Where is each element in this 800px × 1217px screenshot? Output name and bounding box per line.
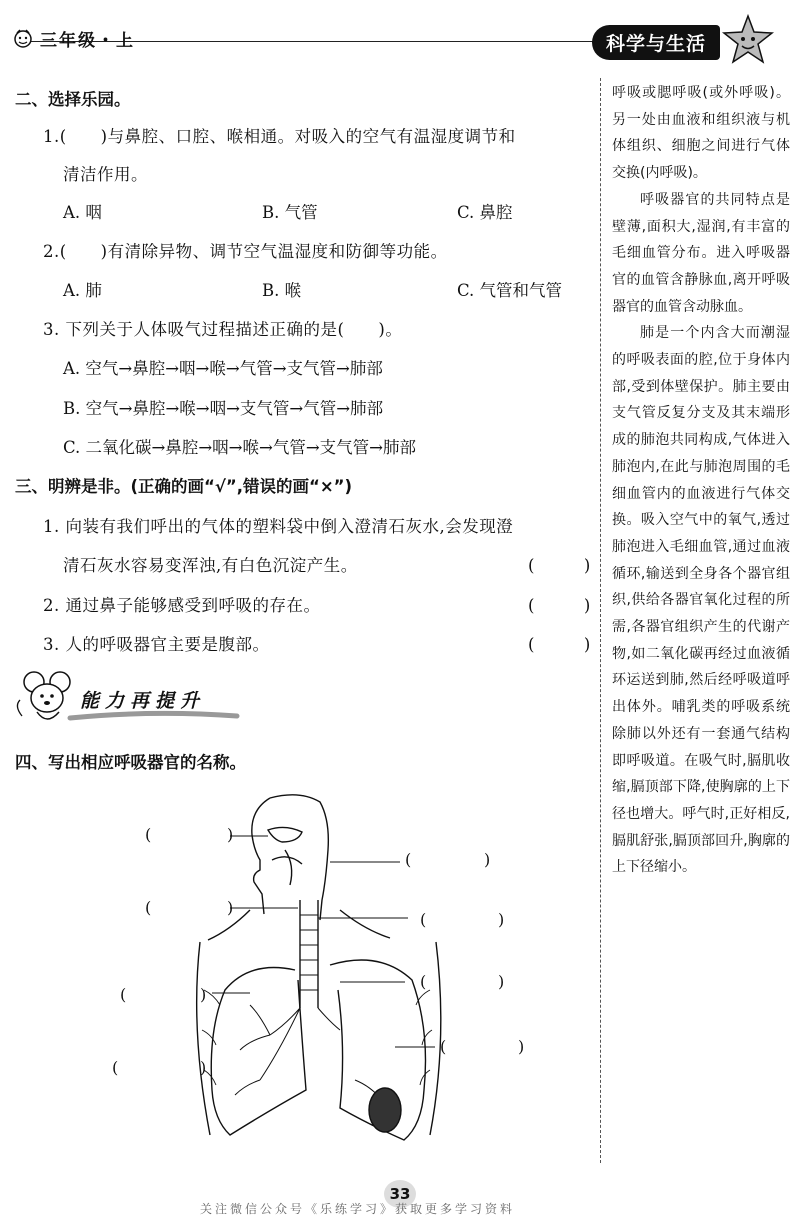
q1-line1: 1.( )与鼻腔、口腔、喉相通。对吸入的空气有温湿度调节和 <box>43 127 516 146</box>
grade-label: 三年级・上 <box>40 30 135 51</box>
blank-5-close: ) <box>484 850 491 869</box>
q3-option-b: B. 空气→鼻腔→喉→咽→支气管→气管→肺部 <box>63 399 384 418</box>
mouse-icon <box>17 672 70 719</box>
header-grade <box>12 24 135 52</box>
mascot-icon <box>12 27 34 49</box>
banner-title: 能力再提升 <box>80 690 206 712</box>
q1-option-a: A. 咽 <box>63 203 102 222</box>
section4-title: 四、写出相应呼吸器官的名称。 <box>15 753 246 772</box>
q2-option-c: C. 气管和气管 <box>457 281 563 300</box>
q3-option-a: A. 空气→鼻腔→咽→喉→气管→支气管→肺部 <box>63 359 383 378</box>
footer-note: 关注微信公众号《乐练学习》获取更多学习资料 <box>200 1202 516 1216</box>
blank-4-open: ( <box>112 1058 119 1077</box>
blank-1-open: ( <box>145 825 152 844</box>
page-number: 33 <box>384 1180 416 1208</box>
q2-line1: 2.( )有清除异物、调节空气温湿度和防御等功能。 <box>43 242 448 261</box>
q1-line2: 清洁作用。 <box>63 165 148 184</box>
tf-item-3: 3. 人的呼吸器官主要是腹部。 <box>43 635 270 654</box>
blank-6-open: ( <box>420 910 427 929</box>
respiratory-system-diagram <box>190 790 450 1160</box>
header-subject <box>592 10 776 74</box>
q3-option-c: C. 二氧化碳→鼻腔→咽→喉→气管→支气管→肺部 <box>63 438 416 457</box>
star-mascot-icon <box>720 12 776 72</box>
tf-item-1-line1: 1. 向装有我们呼出的气体的塑料袋中倒入澄清石灰水,会发现澄 <box>43 517 514 536</box>
blank-6-close: ) <box>498 910 505 929</box>
tf-item-2: 2. 通过鼻子能够感受到呼吸的存在。 <box>43 596 321 615</box>
blank-3-close: ) <box>200 985 207 1004</box>
blank-8-close: ) <box>518 1037 525 1056</box>
blank-2-open: ( <box>145 898 152 917</box>
section3-title: 三、明辨是非。(正确的画“√”,错误的画“×”) <box>15 477 353 496</box>
blank-1-close: ) <box>227 825 234 844</box>
blank-2-close: ) <box>227 898 234 917</box>
blank-5-open: ( <box>405 850 412 869</box>
q1-option-b: B. 气管 <box>262 203 318 222</box>
blank-3-open: ( <box>120 985 127 1004</box>
q3-line1: 3. 下列关于人体吸气过程描述正确的是( )。 <box>43 320 403 339</box>
q2-option-b: B. 喉 <box>262 281 302 300</box>
q2-option-a: A. 肺 <box>63 281 102 300</box>
sidebar-reading <box>612 80 790 881</box>
q1-option-c: C. 鼻腔 <box>457 203 513 222</box>
blank-4-close: ) <box>200 1058 207 1077</box>
blank-8-open: ( <box>440 1037 447 1056</box>
blank-7-close: ) <box>498 972 505 991</box>
tf-item-1-line2: 清石灰水容易变浑浊,有白色沉淀产生。 <box>63 556 358 575</box>
sidebar-paragraph-1: 呼吸或腮呼吸(或外呼吸)。另一处由血液和组织液与机体组织、细胞之间进行气体交换(内呼吸)。 <box>612 85 790 182</box>
section2-title: 二、选择乐园。 <box>15 90 131 109</box>
sidebar-paragraph-2: 呼吸器官的共同特点是壁薄,面积大,湿润,有丰富的毛细血管分布。进入呼吸器官的血管含静脉血,离开呼吸器官的血管含动脉血。 <box>612 191 790 315</box>
blank-7-open: ( <box>420 972 427 991</box>
column-divider <box>600 78 601 1163</box>
subject-title: 科学与生活 <box>592 25 720 60</box>
tf-answer-2[interactable]: ( ) <box>528 596 591 615</box>
sidebar-paragraph-3: 肺是一个内含大而潮湿的呼吸表面的腔,位于身体内部,受到体壁保护。肺主要由支气管反复分支及其末端形成的肺泡共同构成,气体进入肺泡内,在此与肺泡周围的毛细血管内的血液进行气体交换。吸入空气中的氧气,透过肺泡进入毛细血管,通过血液循环,输送到全身各个器官组织,供给各器官氧化过程的所需,各器官组织产生的代谢产物,如二氧化碳再经过血液循环运送到肺,然后经呼吸道呼出体外。哺乳类的呼吸系统除肺以外还有一套通气结构即呼吸道。在吸气时,膈肌收缩,膈顶部下降,使胸廓的上下径也增大。呼气时,正好相反,膈肌舒张,膈顶部回升,胸廓的上下径缩小。 <box>612 325 790 876</box>
tf-answer-3[interactable]: ( ) <box>528 635 591 654</box>
tf-answer-1[interactable]: ( ) <box>528 556 591 575</box>
